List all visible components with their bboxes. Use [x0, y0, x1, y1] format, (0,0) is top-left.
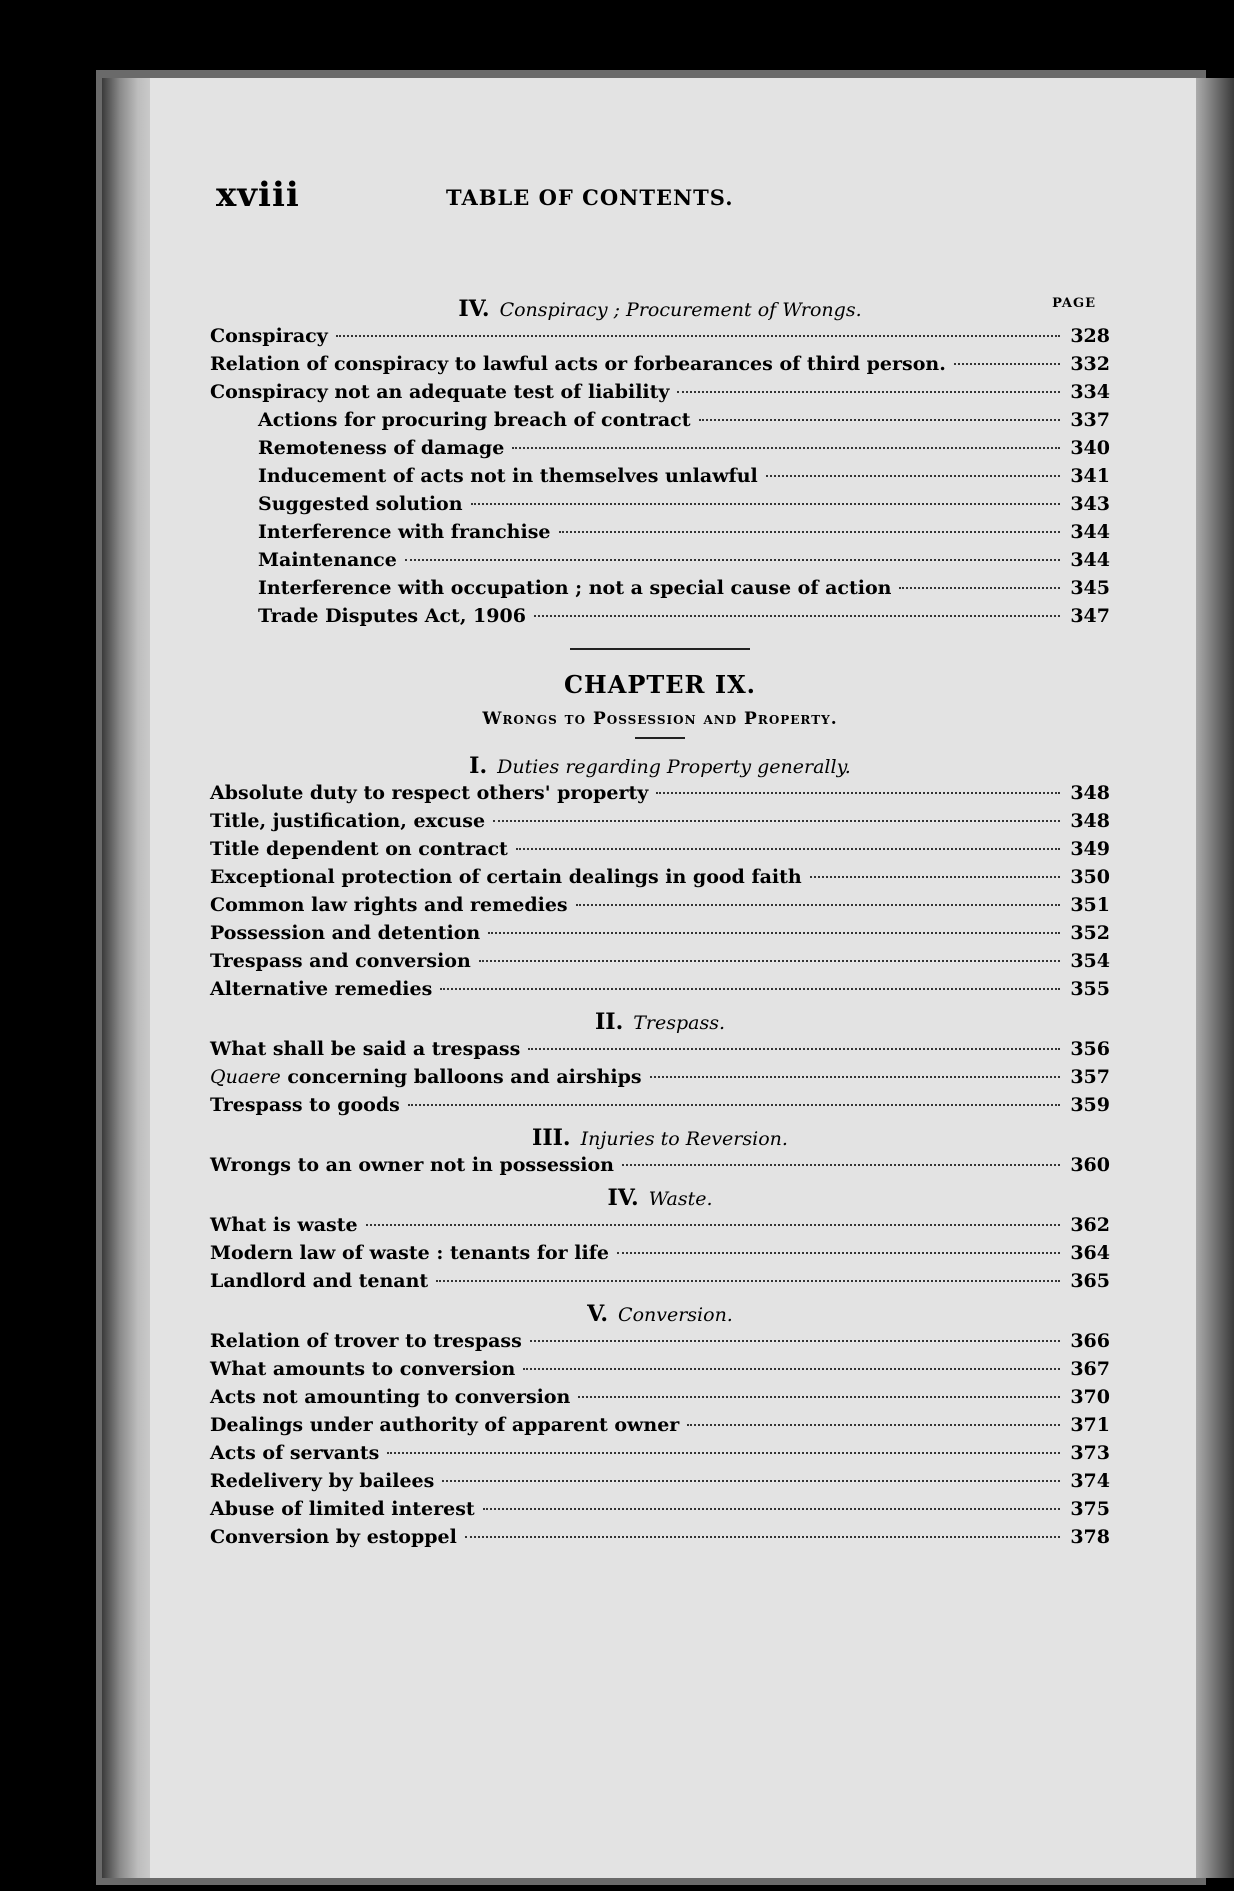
toc-entry [210, 490, 1110, 518]
toc-entry [210, 1383, 1110, 1411]
toc-entry-page: 354 [1070, 950, 1110, 972]
toc-entry [210, 1091, 1110, 1119]
toc-entry-text: Trade Disputes Act, 1906 [258, 605, 526, 627]
toc-entry [210, 322, 1110, 350]
toc-entry [210, 406, 1110, 434]
section-numeral: III. [532, 1125, 571, 1151]
leader-dots [405, 559, 1060, 561]
leader-dots [899, 587, 1060, 589]
book-edge-right [1190, 78, 1234, 1878]
short-divider [635, 737, 685, 739]
toc-entry-text: Dealings under authority of apparent owner [210, 1414, 680, 1436]
leader-dots [810, 876, 1060, 878]
toc-entry [210, 1267, 1110, 1295]
toc-section [210, 1185, 1110, 1295]
toc-entry [210, 1327, 1110, 1355]
leader-dots [440, 988, 1060, 990]
toc-entry-text: Absolute duty to respect others' property [210, 782, 649, 804]
leader-dots [954, 363, 1060, 365]
section-heading [210, 296, 1110, 322]
toc-entry [210, 434, 1110, 462]
toc-entry-text: What amounts to conversion [210, 1358, 516, 1380]
leader-dots [576, 904, 1060, 906]
toc-entry-page: 370 [1070, 1386, 1110, 1408]
section-heading [210, 1301, 1110, 1327]
toc-entry-text: Conversion by estoppel [210, 1526, 457, 1548]
toc-entry-page: 343 [1070, 493, 1110, 515]
toc-entry-text: Possession and detention [210, 922, 481, 944]
toc-entry-text: Title, justification, excuse [210, 810, 486, 832]
leader-dots [622, 1164, 1060, 1166]
toc-entry-page: 373 [1070, 1442, 1110, 1464]
toc-entry [210, 779, 1110, 807]
chapter-sections [210, 753, 1110, 1551]
leader-dots [465, 1536, 1060, 1538]
leader-dots [512, 447, 1060, 449]
toc-entry [210, 1211, 1110, 1239]
toc-entry-page: 374 [1070, 1470, 1110, 1492]
leader-dots [488, 932, 1060, 934]
toc-entry-page: 351 [1070, 894, 1110, 916]
leader-dots [336, 335, 1060, 337]
toc-entry-page: 355 [1070, 978, 1110, 1000]
toc-entry-text: Exceptional protection of certain dealings in good faith [210, 866, 802, 888]
toc-entry-page: 367 [1070, 1358, 1110, 1380]
toc-entry-text: Trespass and conversion [210, 950, 471, 972]
section-heading [210, 1185, 1110, 1211]
toc-entry-text: Relation of conspiracy to lawful acts or forbearances of third person. [210, 353, 946, 375]
toc-entry [210, 350, 1110, 378]
section-heading [210, 1125, 1110, 1151]
toc-entry-text: Alternative remedies [210, 978, 433, 1000]
leader-dots [530, 1340, 1060, 1342]
section-title: Trespass. [633, 1012, 726, 1034]
toc-entry [210, 947, 1110, 975]
chapter-title: CHAPTER IX. [563, 670, 757, 699]
leader-dots [483, 1508, 1060, 1510]
leader-dots [528, 1048, 1060, 1050]
leader-dots [387, 1452, 1060, 1454]
toc-entry-text: Remoteness of damage [258, 437, 505, 459]
toc-entry-text: Interference with occupation ; not a special cause of action [258, 577, 892, 599]
toc-entry [210, 975, 1110, 1003]
toc-entry-page: 362 [1070, 1214, 1110, 1236]
leader-dots [617, 1252, 1060, 1254]
toc-entry [210, 1523, 1110, 1551]
toc-entry-page: 352 [1070, 922, 1110, 944]
toc-section [210, 1009, 1110, 1119]
toc-section [210, 753, 1110, 1003]
toc-entry-page: 360 [1070, 1154, 1110, 1176]
toc-entry-text: What shall be said a trespass [210, 1038, 521, 1060]
toc-entry-page: 359 [1070, 1094, 1110, 1116]
toc-entry [210, 1467, 1110, 1495]
page-column-label: PAGE [1052, 296, 1096, 311]
toc-entry-page: 350 [1070, 866, 1110, 888]
toc-entry [210, 1035, 1110, 1063]
leader-dots [408, 1104, 1060, 1106]
toc-entry-page: 347 [1070, 605, 1110, 627]
toc-entry-page: 365 [1070, 1270, 1110, 1292]
toc-entry-text: Wrongs to an owner not in possession [210, 1154, 615, 1176]
leader-dots [493, 820, 1060, 822]
toc-entry-page: 356 [1070, 1038, 1110, 1060]
toc-entry [210, 1063, 1110, 1091]
running-title: TABLE OF CONTENTS. [446, 185, 734, 210]
toc-entry [210, 807, 1110, 835]
divider-rule [570, 648, 750, 650]
toc-entry-text: What is waste [210, 1214, 358, 1236]
toc-entry-page: 332 [1070, 353, 1110, 375]
toc-entry-page: 337 [1070, 409, 1110, 431]
toc-entry-page: 344 [1070, 521, 1110, 543]
toc-entry-text: Conspiracy [210, 325, 328, 347]
toc-entry [210, 1239, 1110, 1267]
section-numeral: II. [594, 1009, 624, 1035]
toc-entry [210, 863, 1110, 891]
toc-entry-page: 375 [1070, 1498, 1110, 1520]
section-numeral: IV. [607, 1185, 639, 1211]
leader-dots [699, 419, 1060, 421]
toc-entry-text: Acts of servants [210, 1442, 380, 1464]
leader-dots [677, 391, 1060, 393]
toc-entry-text: Redelivery by bailees [210, 1470, 435, 1492]
section-numeral: IV. [458, 296, 490, 322]
toc-entry-page: 348 [1070, 810, 1110, 832]
toc-entry [210, 1355, 1110, 1383]
toc-entry-text: Inducement of acts not in themselves unlawful [258, 465, 758, 487]
leader-dots [687, 1424, 1060, 1426]
toc-entry-text: Trespass to goods [210, 1094, 400, 1116]
toc-entry-text: Abuse of limited interest [210, 1498, 475, 1520]
leader-dots [436, 1280, 1060, 1282]
toc-entry-text: Relation of trover to trespass [210, 1330, 522, 1352]
section-heading [210, 1009, 1110, 1035]
leader-dots [516, 848, 1060, 850]
leader-dots [471, 503, 1060, 505]
toc-entry [210, 378, 1110, 406]
toc-entry-text: Maintenance [258, 549, 397, 571]
toc-entry-list [210, 322, 1110, 630]
toc-entry [210, 574, 1110, 602]
toc-entry-page: 345 [1070, 577, 1110, 599]
section-title: Conversion. [618, 1304, 733, 1326]
section-heading [210, 753, 1110, 779]
leader-dots [534, 615, 1060, 617]
toc-entry-text: Interference with franchise [258, 521, 551, 543]
toc-entry [210, 1495, 1110, 1523]
section-title: Conspiracy ; Procurement of Wrongs. [499, 299, 862, 321]
toc-entry-page: 364 [1070, 1242, 1110, 1264]
toc-entry-text: Landlord and tenant [210, 1270, 429, 1292]
toc-entry-text: Suggested solution [258, 493, 463, 515]
toc-entry-page: 334 [1070, 381, 1110, 403]
toc-entry [210, 546, 1110, 574]
leader-dots [559, 531, 1061, 533]
toc-entry-page: 341 [1070, 465, 1110, 487]
toc-entry [210, 835, 1110, 863]
toc-entry [210, 891, 1110, 919]
toc-entry [210, 919, 1110, 947]
toc-entry-page: 340 [1070, 437, 1110, 459]
leader-dots [578, 1396, 1060, 1398]
toc-section [210, 1125, 1110, 1179]
section-numeral: I. [469, 753, 488, 779]
toc-section-iv-conspiracy [210, 296, 1110, 630]
toc-entry-page: 344 [1070, 549, 1110, 571]
toc-entry-text: Modern law of waste : tenants for life [210, 1242, 610, 1264]
toc-entry-page: 348 [1070, 782, 1110, 804]
toc-entry [210, 1151, 1110, 1179]
toc-section [210, 1301, 1110, 1551]
toc-entry-text: Common law rights and remedies [210, 894, 568, 916]
toc-entry-page: 349 [1070, 838, 1110, 860]
toc-entry-text: Title dependent on contract [210, 838, 508, 860]
leader-dots [366, 1224, 1060, 1226]
toc-content [210, 296, 1110, 1557]
toc-entry-page: 371 [1070, 1414, 1110, 1436]
section-title: Duties regarding Property generally. [497, 756, 851, 778]
toc-entry-text: Quaere concerning balloons and airships [210, 1066, 642, 1088]
toc-entry [210, 602, 1110, 630]
toc-entry-text: Actions for procuring breach of contract [258, 409, 691, 431]
leader-dots [523, 1368, 1060, 1370]
leader-dots [656, 792, 1060, 794]
toc-entry-page: 366 [1070, 1330, 1110, 1352]
toc-entry [210, 1411, 1110, 1439]
toc-entry-page: 328 [1070, 325, 1110, 347]
toc-entry [210, 518, 1110, 546]
section-title: Waste. [648, 1188, 713, 1210]
leader-dots [650, 1076, 1060, 1078]
chapter-subtitle: Wrongs to Possession and Property. [482, 709, 838, 729]
toc-entry [210, 462, 1110, 490]
toc-entry-text: Acts not amounting to conversion [210, 1386, 571, 1408]
page-number: xviii [216, 175, 300, 215]
section-title: Injuries to Reversion. [580, 1128, 788, 1150]
leader-dots [479, 960, 1060, 962]
toc-entry-page: 378 [1070, 1526, 1110, 1548]
section-numeral: V. [587, 1301, 609, 1327]
leader-dots [442, 1480, 1060, 1482]
leader-dots [766, 475, 1060, 477]
toc-entry-page: 357 [1070, 1066, 1110, 1088]
toc-entry-text: Conspiracy not an adequate test of liability [210, 381, 670, 403]
toc-entry [210, 1439, 1110, 1467]
